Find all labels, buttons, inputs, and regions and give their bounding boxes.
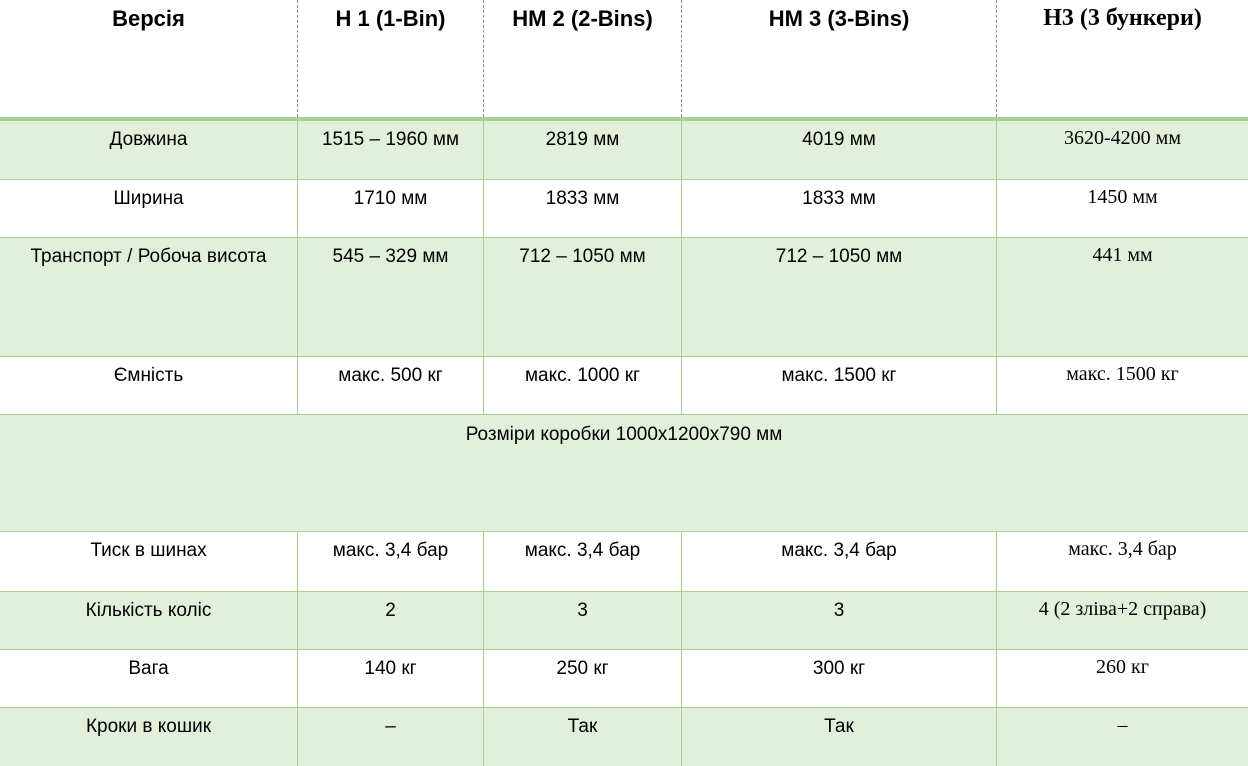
table-row-wheels [0, 592, 1248, 650]
header-h1: H 1 (1-Bin) [298, 0, 484, 117]
table-cell: 1833 мм [682, 180, 997, 237]
table-cell: 712 – 1050 мм [682, 238, 997, 356]
table-cell: 3 [484, 592, 682, 649]
row-label: Ємність [0, 357, 298, 414]
table-cell: 712 – 1050 мм [484, 238, 682, 356]
table-cell: 3620-4200 мм [1064, 127, 1181, 149]
table-cell: 250 кг [484, 650, 682, 707]
header-hm3: HM 3 (3-Bins) [682, 0, 997, 117]
row-label: Тиск в шинах [0, 532, 298, 591]
table-row-box-sizes [0, 415, 1248, 532]
table-row-tire-pressure [0, 532, 1248, 592]
table-cell: 140 кг [298, 650, 484, 707]
box-sizes-value: 1000x1200x790 мм [615, 424, 783, 445]
row-label: Довжина [0, 121, 298, 179]
table-cell: макс. 3,4 бар [682, 532, 997, 591]
table-cell: 1710 мм [298, 180, 484, 237]
row-label: Транспорт / Робоча висота [0, 238, 298, 356]
box-sizes-label: Розміри коробки [465, 424, 611, 445]
table-row-steps [0, 708, 1248, 766]
table-cell: макс. 3,4 бар [298, 532, 484, 591]
table-row-height [0, 238, 1248, 357]
header-h3: H3 (3 бункери) [1043, 5, 1202, 31]
table-cell: 441 мм [1092, 244, 1153, 266]
table-cell: макс. 500 кг [298, 357, 484, 414]
table-cell: 545 – 329 мм [298, 238, 484, 356]
table-cell: макс. 3,4 бар [484, 532, 682, 591]
table-cell: макс. 1500 кг [1066, 363, 1179, 385]
table-cell: 2819 мм [484, 121, 682, 179]
row-label: Ширина [0, 180, 298, 237]
table-cell: 260 кг [1096, 656, 1149, 678]
table-row-width [0, 180, 1248, 238]
table-header-row [0, 0, 1248, 117]
table-cell: 300 кг [682, 650, 997, 707]
row-label: Вага [0, 650, 298, 707]
table-cell: 3 [682, 592, 997, 649]
table-cell: макс. 1000 кг [484, 357, 682, 414]
table-cell: – [298, 708, 484, 766]
table-cell: макс. 1500 кг [682, 357, 997, 414]
row-label: Кроки в кошик [0, 708, 298, 766]
table-cell: макс. 3,4 бар [1068, 538, 1177, 560]
header-hm2: HM 2 (2-Bins) [484, 0, 682, 117]
table-row-capacity [0, 357, 1248, 415]
table-row-weight [0, 650, 1248, 708]
table-cell: Так [484, 708, 682, 766]
table-cell: 1450 мм [1087, 186, 1158, 208]
table-row-length [0, 121, 1248, 180]
row-label: Кількість коліс [0, 592, 298, 649]
header-version: Версія [0, 0, 298, 117]
box-sizes-cell [0, 415, 1248, 531]
table-cell: 4019 мм [682, 121, 997, 179]
table-cell: 2 [298, 592, 484, 649]
table-cell: 1515 – 1960 мм [298, 121, 484, 179]
table-cell: 4 (2 зліва+2 справа) [1038, 598, 1207, 620]
table-cell: – [1117, 714, 1128, 736]
table-cell: Так [682, 708, 997, 766]
table-cell: 1833 мм [484, 180, 682, 237]
